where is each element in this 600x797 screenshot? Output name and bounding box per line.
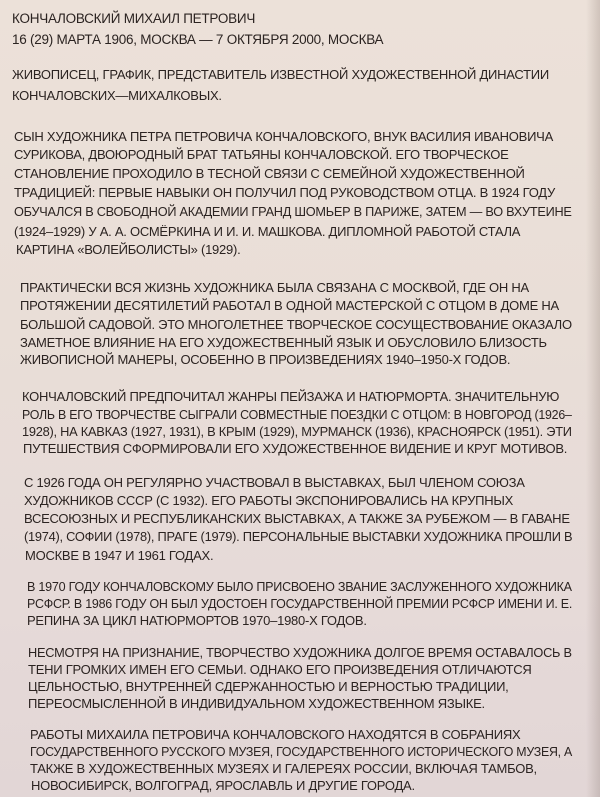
text-line: КОНЧАЛОВСКИЙ ПРЕДПОЧИТАЛ ЖАНРЫ ПЕЙЗАЖА И НАТЮРМОРТА. ЗНАЧИТЕЛЬНУЮ xyxy=(22,389,560,404)
text-line: (1974), СОФИИ (1978), ПРАГЕ (1979). ПЕРСОНАЛЬНЫЕ ВЫСТАВКИ ХУДОЖНИКА ПРОШЛИ В xyxy=(24,529,573,544)
artist-dates: 16 (29) МАРТА 1906, МОСКВА — 7 ОКТЯБРЯ 2000, МОСКВА xyxy=(12,32,384,47)
text-line: ЗАМЕТНОЕ ВЛИЯНИЕ НА ЕГО ХУДОЖЕСТВЕННЫЙ ЯЗЫК И ОБУСЛОВИЛО БЛИЗОСТЬ xyxy=(20,335,547,350)
text-line: 1928), НА КАВКАЗ (1927, 1931), В КРЫМ (1929), МУРМАНСК (1936), КРАСНОЯРСК (1951). ЭТИ xyxy=(22,424,572,439)
text-line: ЖИВОПИСНОЙ МАНЕРЫ, ОСОБЕННО В ПРОИЗВЕДЕНИЯХ 1940–1950-Х ГОДОВ. xyxy=(20,352,511,367)
text-line: ПУТЕШЕСТВИЯ СФОРМИРОВАЛИ ЕГО ХУДОЖЕСТВЕННОЕ ВИДЕНИЕ И КРУГ МОТИВОВ. xyxy=(23,441,568,456)
text-line: ЖИВОПИСЕЦ, ГРАФИК, ПРЕДСТАВИТЕЛЬ ИЗВЕСТНОЙ ХУДОЖЕСТВЕННОЙ ДИНАСТИИ xyxy=(12,67,549,82)
text-line: СТАНОВЛЕНИЕ ПРОХОДИЛО В ТЕСНОЙ СВЯЗИ С СЕМЕЙНОЙ ХУДОЖЕСТВЕННОЙ xyxy=(14,166,525,181)
text-line: ПРОТЯЖЕНИИ ДЕСЯТИЛЕТИЙ РАБОТАЛ В ОДНОЙ МАСТЕРСКОЙ С ОТЦОМ В ДОМЕ НА xyxy=(20,298,559,313)
text-line: С 1926 ГОДА ОН РЕГУЛЯРНО УЧАСТВОВАЛ В ВЫСТАВКАХ, БЫЛ ЧЛЕНОМ СОЮЗА xyxy=(24,475,525,490)
text-line: КАРТИНА «ВОЛЕЙБОЛИСТЫ» (1929). xyxy=(16,242,241,257)
text-line: ОБУЧАЛСЯ В СВОБОДНОЙ АКАДЕМИИ ГРАНД ШОМЬЕР В ПАРИЖЕ, ЗАТЕМ — ВО ВХУТЕИНЕ xyxy=(14,204,572,219)
text-line: В 1970 ГОДУ КОНЧАЛОВСКОМУ БЫЛО ПРИСВОЕНО ЗВАНИЕ ЗАСЛУЖЕННОГО ХУДОЖНИКА xyxy=(27,579,572,594)
text-line: ПЕРЕОСМЫСЛЕННОЙ В ИНДИВИДУАЛЬНОМ ХУДОЖЕСТВЕННОМ ЯЗЫКЕ. xyxy=(28,696,485,711)
panel-edge-shadow xyxy=(586,0,600,797)
text-line: РАБОТЫ МИХАИЛА ПЕТРОВИЧА КОНЧАЛОВСКОГО НАХОДЯТСЯ В СОБРАНИЯХ xyxy=(30,727,521,742)
text-line: ТРАДИЦИЕЙ: ПЕРВЫЕ НАВЫКИ ОН ПОЛУЧИЛ ПОД РУКОВОДСТВОМ ОТЦА. В 1924 ГОДУ xyxy=(14,185,556,200)
text-line: НЕСМОТРЯ НА ПРИЗНАНИЕ, ТВОРЧЕСТВО ХУДОЖНИКА ДОЛГОЕ ВРЕМЯ ОСТАВАЛОСЬ В xyxy=(28,645,572,660)
text-line: ВСЕСОЮЗНЫХ И РЕСПУБЛИКАНСКИХ ВЫСТАВКАХ, А ТАКЖЕ ЗА РУБЕЖОМ — В ГАВАНЕ xyxy=(24,511,570,526)
text-line: КОНЧАЛОВСКИХ—МИХАЛКОВЫХ. xyxy=(12,88,222,103)
text-line: РЕПИНА ЗА ЦИКЛ НАТЮРМОРТОВ 1970–1980-Х ГОДОВ. xyxy=(27,613,367,628)
text-line: БОЛЬШОЙ САДОВОЙ. ЭТО МНОГОЛЕТНЕЕ ТВОРЧЕСКОЕ СОСУЩЕСТВОВАНИЕ ОКАЗАЛО xyxy=(20,317,572,332)
text-line: ПРАКТИЧЕСКИ ВСЯ ЖИЗНЬ ХУДОЖНИКА БЫЛА СВЯЗАНА С МОСКВОЙ, ГДЕ ОН НА xyxy=(20,280,529,295)
text-line: НОВОСИБИРСК, ВОЛГОГРАД, ЯРОСЛАВЛЬ И ДРУГИЕ ГОРОДА. xyxy=(31,778,415,793)
text-line: РОЛЬ В ЕГО ТВОРЧЕСТВЕ СЫГРАЛИ СОВМЕСТНЫЕ ПОЕЗДКИ С ОТЦОМ: В НОВГОРОД (1926– xyxy=(22,407,572,422)
artist-name: КОНЧАЛОВСКИЙ МИХАИЛ ПЕТРОВИЧ xyxy=(12,11,256,26)
text-line: (1924–1929) У А. А. ОСМЁРКИНА И И. И. МАШКОВА. ДИПЛОМНОЙ РАБОТОЙ СТАЛА xyxy=(14,224,521,239)
text-line: ГОСУДАРСТВЕННОГО РУССКОГО МУЗЕЯ, ГОСУДАРСТВЕННОГО ИСТОРИЧЕСКОГО МУЗЕЯ, А xyxy=(30,744,573,759)
text-line: СЫН ХУДОЖНИКА ПЕТРА ПЕТРОВИЧА КОНЧАЛОВСКОГО, ВНУК ВАСИЛИЯ ИВАНОВИЧА xyxy=(14,129,554,144)
text-line: СУРИКОВА, ДВОЮРОДНЫЙ БРАТ ТАТЬЯНЫ КОНЧАЛОВСКОЙ. ЕГО ТВОРЧЕСКОЕ xyxy=(14,147,509,162)
text-line: ХУДОЖНИКОВ СССР (С 1932). ЕГО РАБОТЫ ЭКСПОНИРОВАЛИСЬ НА КРУПНЫХ xyxy=(24,493,514,508)
text-line: ТЕНИ ГРОМКИХ ИМЕН ЕГО СЕМЬИ. ОДНАКО ЕГО ПРОИЗВЕДЕНИЯ ОТЛИЧАЮТСЯ xyxy=(28,662,532,677)
text-line: ЦЕЛЬНОСТЬЮ, ВНУТРЕННЕЙ СДЕРЖАННОСТЬЮ И ВЕРНОСТЬЮ ТРАДИЦИИ, xyxy=(28,679,509,694)
text-line: ТАКЖЕ В ХУДОЖЕСТВЕННЫХ МУЗЕЯХ И ГАЛЕРЕЯХ РОССИИ, ВКЛЮЧАЯ ТАМБОВ, xyxy=(30,761,537,776)
text-line: РСФСР. В 1986 ГОДУ ОН БЫЛ УДОСТОЕН ГОСУДАРСТВЕННОЙ ПРЕМИИ РСФСР ИМЕНИ И. Е. xyxy=(27,596,573,611)
text-line: МОСКВЕ В 1947 И 1961 ГОДАХ. xyxy=(25,548,214,563)
